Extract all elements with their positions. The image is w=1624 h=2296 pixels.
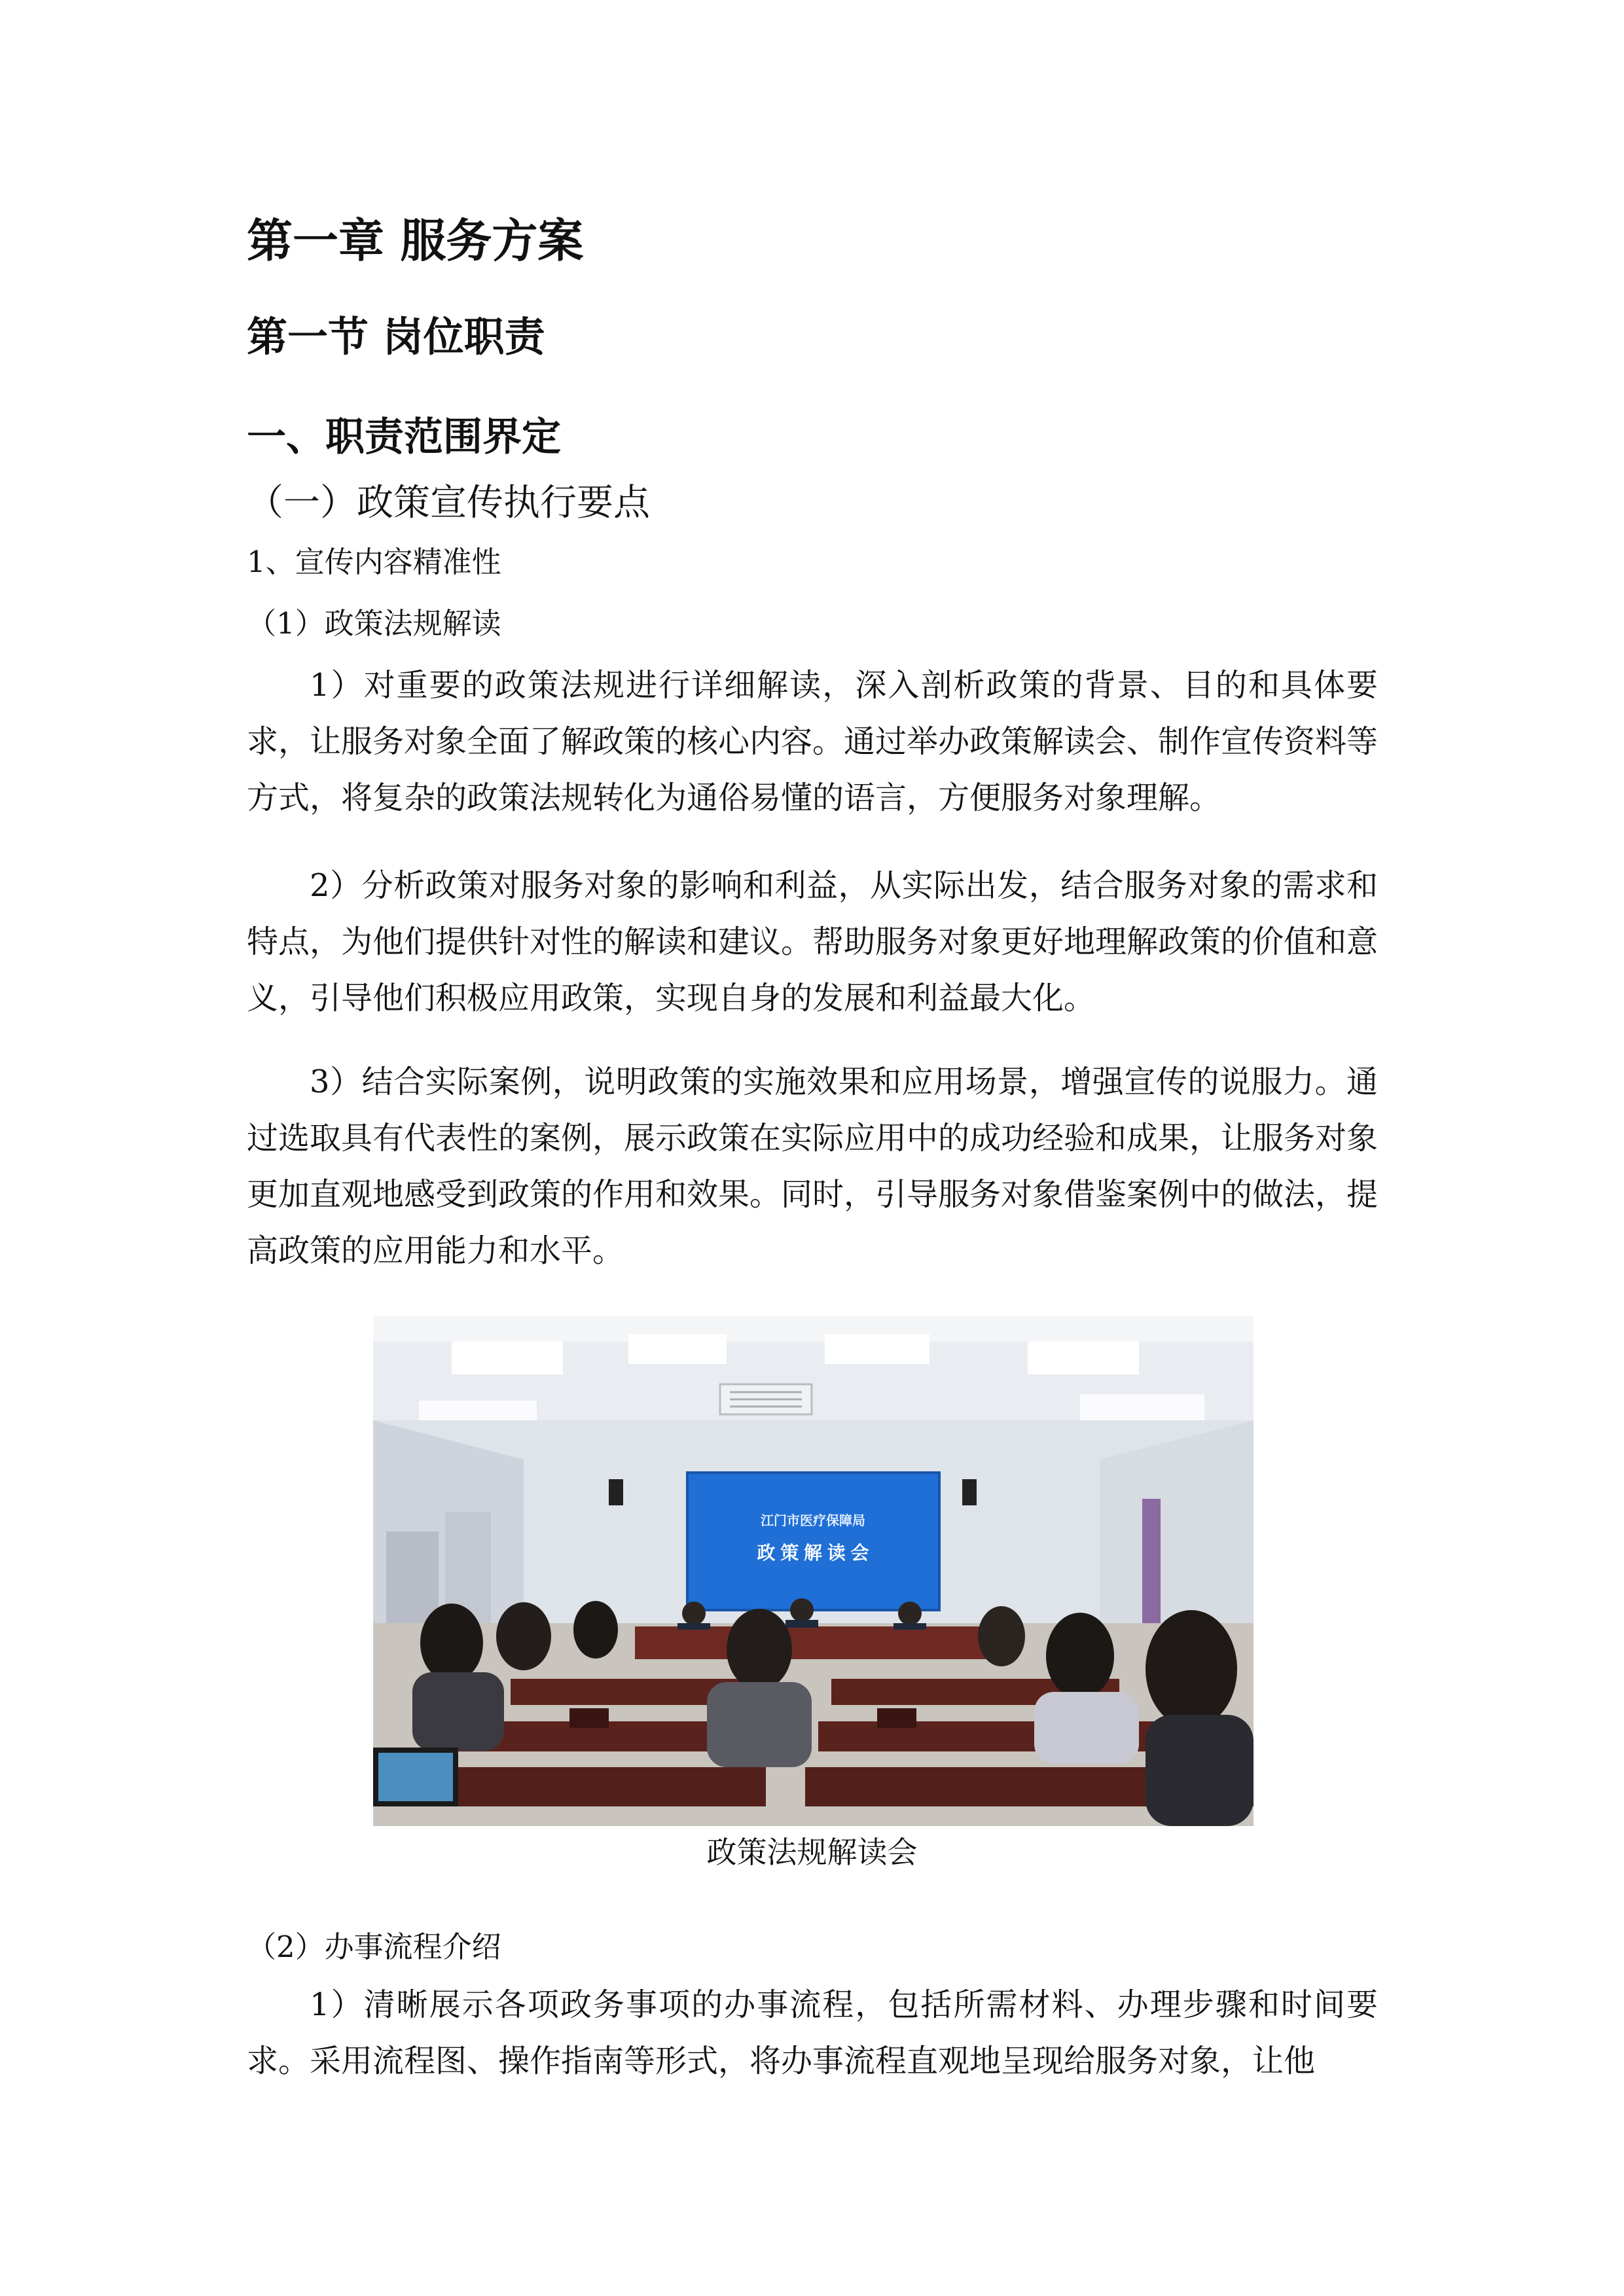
heading-policy-interpretation: （1）政策法规解读 [247, 606, 501, 641]
meeting-photo [373, 1316, 1254, 1826]
paragraph-2: 2）分析政策对服务对象的影响和利益，从实际出发，结合服务对象的需求和特点，为他们提供针对性的解读和建议。帮助服务对象更好地理解政策的价值和意义，引导他们积极应用政策，实现自身的发展和利益最大化。 [247, 867, 1379, 1016]
section-title: 第一节 岗位职责 [247, 313, 545, 361]
paragraph-1: 1）对重要的政策法规进行详细解读，深入剖析政策的背景、目的和具体要求，让服务对象全面了解政策的核心内容。通过举办政策解读会、制作宣传资料等方式，将复杂的政策法规转化为通俗易懂的语言，方便服务对象理解。 [247, 667, 1379, 816]
paragraph-last: 1）清晰展示各项政务事项的办事流程，包括所需材料、办理步骤和时间要求。采用流程图、操作指南等形式，将办事流程直观地呈现给服务对象，让他 [247, 1986, 1378, 2079]
paragraph-3: 3）结合实际案例，说明政策的实施效果和应用场景，增强宣传的说服力。通过选取具有代表性的案例，展示政策在实际应用中的成功经验和成果，让服务对象更加直观地感受到政策的作用和效果。同时，引导服务对象借鉴案例中的做法，提高政策的应用能力和水平。 [247, 1064, 1379, 1269]
meeting-photo-illustration [373, 1316, 1254, 1826]
figure-caption: 政策法规解读会 [706, 1835, 918, 1870]
screen-text-organization: 江门市医疗保障局 [761, 1514, 865, 1528]
heading-process-intro: （2）办事流程介绍 [247, 1929, 501, 1964]
heading-content-accuracy: 1、宣传内容精准性 [247, 545, 501, 579]
heading-policy-promotion: （一）政策宣传执行要点 [247, 482, 650, 524]
chapter-title: 第一章 服务方案 [247, 213, 584, 268]
heading-scope: 一、职责范围界定 [247, 414, 561, 460]
screen-text-title: 政 策 解 读 会 [757, 1543, 869, 1563]
